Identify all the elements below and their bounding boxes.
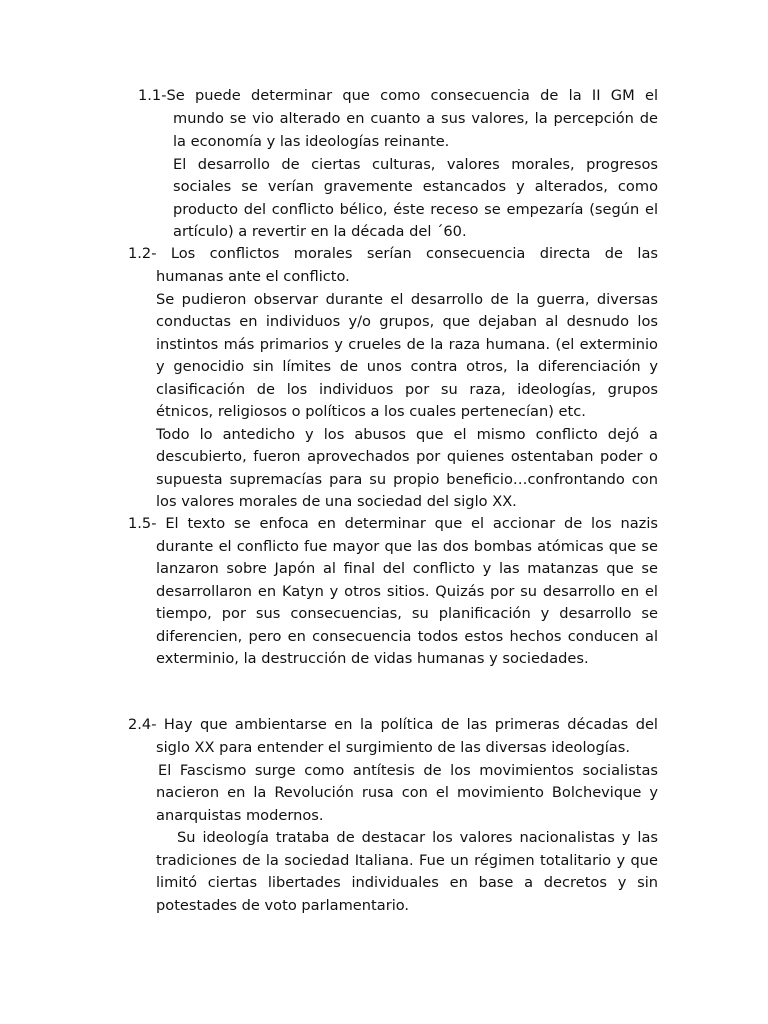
text-line: mundo se vio alterado en cuanto a sus valores, la percepción de — [173, 110, 658, 127]
text-line: siglo XX para entender el surgimiento de las diversas ideologías. — [156, 739, 630, 756]
text-line: étnicos, religiosos o políticos a los cuales pertenecían) etc. — [156, 403, 586, 420]
text-line: conductas en individuos y/o grupos, que dejaban al desnudo los — [156, 313, 658, 330]
text-line: la economía y las ideologías reinante. — [173, 133, 450, 150]
text-line: sociales se verían gravemente estancados y alterados, como — [173, 178, 658, 195]
text-line: diferencien, pero en consecuencia todos estos hechos conducen al — [156, 628, 658, 645]
text-line: El Fascismo surge como antítesis de los movimientos socialistas — [158, 762, 658, 779]
text-line: Todo lo antedicho y los abusos que el mismo conflicto dejó a — [156, 426, 658, 443]
text-line: clasificación de los individuos por su raza, ideologías, grupos — [156, 381, 658, 398]
text-line: desarrollaron en Katyn y otros sitios. Quizás por su desarrollo en el — [156, 583, 658, 600]
text-line: los valores morales de una sociedad del siglo XX. — [156, 493, 517, 510]
text-line: 1.1-Se puede determinar que como consecuencia de la II GM el — [138, 87, 658, 104]
text-line: instintos más primarios y crueles de la raza humana. (el exterminio — [156, 336, 658, 353]
text-line: lanzaron sobre Japón al final del conflicto y las matanzas que se — [156, 560, 658, 577]
text-line: tradiciones de la sociedad Italiana. Fue un régimen totalitario y que — [156, 852, 658, 869]
text-line: Su ideología trataba de destacar los valores nacionalistas y las — [177, 829, 658, 846]
text-line: supuesta supremacías para su propio beneficio…confrontando con — [156, 471, 658, 488]
text-line: potestades de voto parlamentario. — [156, 897, 410, 914]
text-line: y genocidio sin límites de unos contra otros, la diferenciación y — [156, 358, 658, 375]
text-line: nacieron en la Revolución rusa con el movimiento Bolchevique y — [156, 784, 658, 801]
text-line: Se pudieron observar durante el desarrollo de la guerra, diversas — [156, 291, 658, 308]
text-line: durante el conflicto fue mayor que las dos bombas atómicas que se — [156, 538, 658, 555]
text-line: limitó ciertas libertades individuales en base a decretos y sin — [156, 874, 658, 891]
text-line: humanas ante el conflicto. — [156, 268, 350, 285]
text-line: 1.5- El texto se enfoca en determinar que el accionar de los nazis — [128, 515, 658, 532]
text-line: tiempo, por sus consecuencias, su planificación y desarrollo se — [156, 605, 658, 622]
text-line: exterminio, la destrucción de vidas humanas y sociedades. — [156, 650, 589, 667]
text-line: descubierto, fueron aprovechados por quienes ostentaban poder o — [156, 448, 658, 465]
text-line: anarquistas modernos. — [156, 807, 324, 824]
text-line: 2.4- Hay que ambientarse en la política de las primeras décadas del — [128, 716, 658, 733]
text-line: producto del conflicto bélico, éste receso se empezaría (según el — [173, 201, 658, 218]
text-line: El desarrollo de ciertas culturas, valores morales, progresos — [173, 156, 658, 173]
text-line: 1.2- Los conflictos morales serían consecuencia directa de las — [128, 245, 658, 262]
text-line: artículo) a revertir en la década del ´60. — [173, 223, 467, 240]
